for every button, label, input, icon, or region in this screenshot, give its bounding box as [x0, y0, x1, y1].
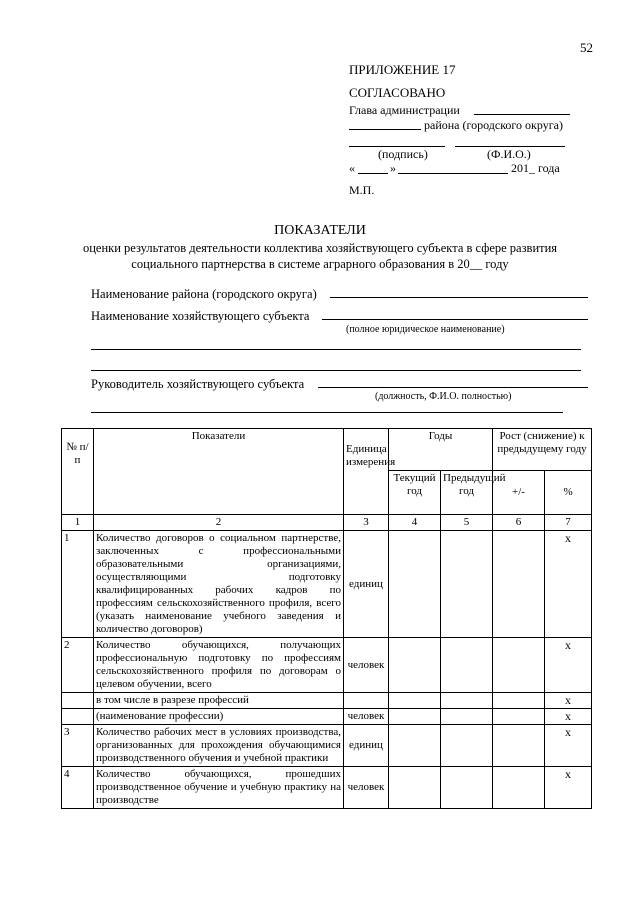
cell-percent-cross: х — [545, 709, 592, 725]
cell-plus-minus[interactable] — [493, 725, 545, 767]
row-unit — [344, 693, 389, 709]
date-open-quote: « — [349, 161, 355, 175]
appendix-label: ПРИЛОЖЕНИЕ 17 — [349, 62, 456, 77]
subtitle-line2: социального партнерства в системе аграрного образования в 20__ году — [131, 257, 509, 271]
table-row — [62, 725, 592, 767]
approval-blank-2[interactable] — [349, 129, 421, 130]
district-label: Наименование района (городского округа) — [91, 287, 317, 301]
cell-percent-cross: х — [545, 725, 592, 767]
entity-note: (полное юридическое наименование) — [346, 324, 505, 335]
district-field-line[interactable] — [330, 297, 588, 298]
row-number — [62, 709, 94, 725]
date-month-line[interactable] — [398, 173, 508, 174]
column-number: 7 — [545, 515, 592, 531]
row-unit: человек — [344, 709, 389, 725]
cell-current[interactable] — [389, 531, 441, 638]
header-percent: % — [545, 471, 592, 515]
cell-previous[interactable] — [441, 693, 493, 709]
page-number: 52 — [580, 40, 593, 55]
approval-line2: района (городского округа) — [424, 118, 563, 132]
date-close-quote: » — [390, 161, 396, 175]
column-number: 6 — [493, 515, 545, 531]
row-number: 2 — [62, 638, 94, 693]
table-row — [62, 531, 592, 638]
approval-blank-1[interactable] — [474, 114, 570, 115]
header-plus-minus: +/- — [493, 471, 545, 515]
table-row — [62, 638, 592, 693]
table-row — [62, 693, 592, 709]
head-field-line[interactable] — [318, 387, 588, 388]
entity-extra-line-1[interactable] — [91, 349, 581, 350]
head-note: (должность, Ф.И.О. полностью) — [375, 391, 512, 402]
cell-current[interactable] — [389, 767, 441, 809]
cell-percent-cross: х — [545, 531, 592, 638]
cell-previous[interactable] — [441, 725, 493, 767]
cell-current[interactable] — [389, 725, 441, 767]
indicators-table — [61, 428, 592, 809]
approval-line1: Глава администрации — [349, 103, 460, 117]
cell-plus-minus[interactable] — [493, 767, 545, 809]
row-indicator: Количество обучающихся, прошедших производственное обучение и учебную практику на производстве — [94, 767, 344, 809]
head-label: Руководитель хозяйствующего субъекта — [91, 377, 305, 391]
row-indicator: Количество договоров о социальном партнерстве, заключенных с профессиональными образовательными организациями, осуществляющими подготовку квалифицированных рабочих кадров по профессиям сельскохозяйственного профиля, всего (указать наименование учебного заведения и количество договоров) — [94, 531, 344, 638]
document-title: ПОКАЗАТЕЛИ — [274, 223, 366, 238]
entity-label: Наименование хозяйствующего субъекта — [91, 309, 310, 323]
row-number: 3 — [62, 725, 94, 767]
cell-plus-minus[interactable] — [493, 693, 545, 709]
date-year: 201_ года — [511, 161, 560, 175]
table-row — [62, 709, 592, 725]
row-number: 4 — [62, 767, 94, 809]
row-unit: единиц — [344, 725, 389, 767]
cell-previous[interactable] — [441, 709, 493, 725]
row-indicator: (наименование профессии) — [94, 709, 344, 725]
row-unit: человек — [344, 638, 389, 693]
cell-percent-cross: х — [545, 767, 592, 809]
column-number: 3 — [344, 515, 389, 531]
column-number: 5 — [441, 515, 493, 531]
approval-heading: СОГЛАСОВАНО — [349, 85, 446, 100]
row-number — [62, 693, 94, 709]
row-unit: человек — [344, 767, 389, 809]
cell-plus-minus[interactable] — [493, 709, 545, 725]
column-number: 1 — [62, 515, 94, 531]
name-label: (Ф.И.О.) — [487, 147, 531, 161]
cell-previous[interactable] — [441, 638, 493, 693]
header-indicators: Показатели — [94, 429, 344, 515]
header-current-year: Текущий год — [389, 471, 441, 515]
subtitle-line1: оценки результатов деятельности коллектива хозяйствующего субъекта в сфере развития — [82, 241, 558, 255]
cell-plus-minus[interactable] — [493, 531, 545, 638]
cell-current[interactable] — [389, 709, 441, 725]
cell-previous[interactable] — [441, 767, 493, 809]
column-number: 4 — [389, 515, 441, 531]
cell-percent-cross: х — [545, 638, 592, 693]
row-indicator: в том числе в разрезе профессий — [94, 693, 344, 709]
cell-current[interactable] — [389, 638, 441, 693]
header-years: Годы — [389, 429, 493, 471]
row-indicator: Количество обучающихся, получающих профессиональную подготовку по профессиям сельскохозяйственного профиля по договорам о целевом обучении, всего — [94, 638, 344, 693]
header-number: № п/п — [62, 429, 94, 515]
row-number: 1 — [62, 531, 94, 638]
row-indicator: Количество рабочих мест в условиях производства, организованных для прохождения обучающимися производственного обучения и учебной практики — [94, 725, 344, 767]
row-unit: единиц — [344, 531, 389, 638]
cell-current[interactable] — [389, 693, 441, 709]
header-previous-year: Предыдущий год — [441, 471, 493, 515]
header-unit: Единица измерения — [344, 429, 389, 515]
column-number: 2 — [94, 515, 344, 531]
seal-label: М.П. — [349, 183, 375, 197]
entity-extra-line-2[interactable] — [91, 370, 581, 371]
cell-plus-minus[interactable] — [493, 638, 545, 693]
table-row — [62, 767, 592, 809]
head-extra-line[interactable] — [91, 412, 563, 413]
cell-previous[interactable] — [441, 531, 493, 638]
entity-field-line[interactable] — [322, 319, 588, 320]
header-growth: Рост (снижение) к предыдущему году — [493, 429, 592, 471]
cell-percent-cross: х — [545, 693, 592, 709]
date-day-line[interactable] — [358, 173, 388, 174]
signature-label: (подпись) — [378, 147, 428, 161]
